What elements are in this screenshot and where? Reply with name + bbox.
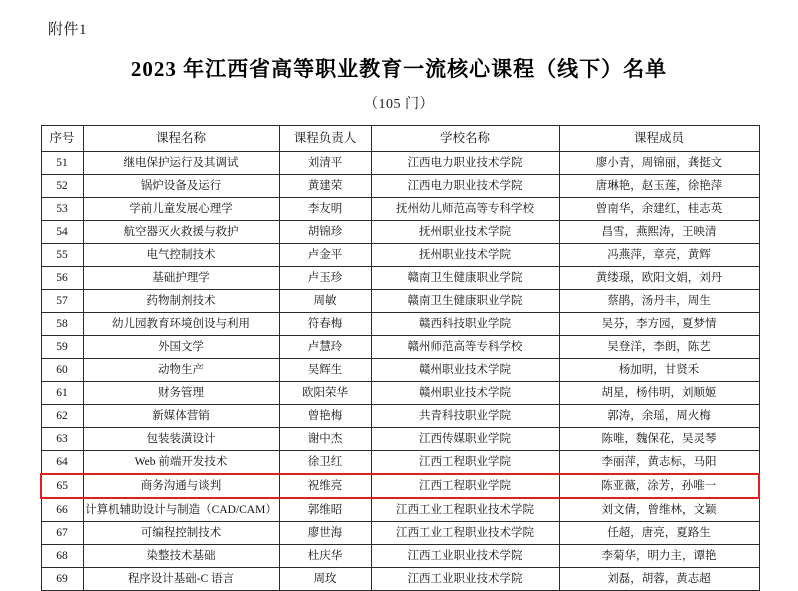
cell-index: 60 — [41, 359, 83, 382]
cell-members: 廖小青，周锦丽，龚挺文 — [559, 152, 759, 175]
cell-members: 吴登洋，李朗，陈艺 — [559, 336, 759, 359]
cell-leader: 卢金平 — [279, 244, 371, 267]
cell-school: 江西电力职业技术学院 — [371, 152, 559, 175]
cell-school: 抚州职业技术学院 — [371, 221, 559, 244]
table-row — [41, 545, 759, 568]
cell-leader: 廖世海 — [279, 522, 371, 545]
table-header-row — [41, 126, 759, 152]
cell-index: 52 — [41, 175, 83, 198]
cell-leader: 李友明 — [279, 198, 371, 221]
cell-school: 赣州职业技术学院 — [371, 359, 559, 382]
cell-leader: 徐卫红 — [279, 451, 371, 475]
cell-school: 赣南卫生健康职业学院 — [371, 290, 559, 313]
cell-members: 陈亚薇，涂芳，孙唯一 — [559, 474, 759, 498]
cell-index: 62 — [41, 405, 83, 428]
cell-leader: 祝维亮 — [279, 474, 371, 498]
cell-leader: 谢中杰 — [279, 428, 371, 451]
table-row — [41, 244, 759, 267]
cell-course: 药物制剂技术 — [83, 290, 279, 313]
cell-school: 赣州职业技术学院 — [371, 382, 559, 405]
cell-members: 杨加明，甘贤禾 — [559, 359, 759, 382]
cell-school: 赣西科技职业学院 — [371, 313, 559, 336]
cell-course: 电气控制技术 — [83, 244, 279, 267]
cell-index: 65 — [41, 474, 83, 498]
cell-leader: 周敏 — [279, 290, 371, 313]
course-list-table — [40, 125, 760, 591]
table-row — [41, 336, 759, 359]
cell-course: 财务管理 — [83, 382, 279, 405]
table-row — [41, 451, 759, 475]
cell-index: 69 — [41, 568, 83, 591]
cell-school: 抚州幼儿师范高等专科学校 — [371, 198, 559, 221]
cell-members: 李菊华，明力主，谭艳 — [559, 545, 759, 568]
cell-course: 航空器灭火救援与救护 — [83, 221, 279, 244]
cell-index: 56 — [41, 267, 83, 290]
cell-school: 江西传媒职业学院 — [371, 428, 559, 451]
table-row — [41, 405, 759, 428]
cell-index: 67 — [41, 522, 83, 545]
column-header-members: 课程成员 — [559, 126, 759, 152]
attachment-label: 附件1 — [48, 22, 88, 38]
cell-members: 冯燕萍，章亮，黄辉 — [559, 244, 759, 267]
table-row — [41, 313, 759, 336]
cell-leader: 符春梅 — [279, 313, 371, 336]
cell-course: 动物生产 — [83, 359, 279, 382]
column-header-school: 学校名称 — [371, 126, 559, 152]
cell-index: 51 — [41, 152, 83, 175]
cell-index: 59 — [41, 336, 83, 359]
cell-members: 任超，唐亮，夏路生 — [559, 522, 759, 545]
cell-school: 江西工程职业学院 — [371, 474, 559, 498]
cell-school: 江西工业工程职业技术学院 — [371, 522, 559, 545]
cell-course: 计算机辅助设计与制造（CAD/CAM） — [83, 498, 279, 522]
cell-course: 商务沟通与谈判 — [83, 474, 279, 498]
table-row — [41, 152, 759, 175]
cell-course: 锅炉设备及运行 — [83, 175, 279, 198]
cell-course: Web 前端开发技术 — [83, 451, 279, 475]
cell-course: 新媒体营销 — [83, 405, 279, 428]
cell-leader: 卢慧玲 — [279, 336, 371, 359]
table-row — [41, 221, 759, 244]
cell-course: 外国文学 — [83, 336, 279, 359]
cell-index: 63 — [41, 428, 83, 451]
cell-members: 吴芬，李方园，夏梦情 — [559, 313, 759, 336]
cell-course: 包装装潢设计 — [83, 428, 279, 451]
table-row — [41, 267, 759, 290]
table-row — [41, 428, 759, 451]
cell-school: 江西工业工程职业技术学院 — [371, 498, 559, 522]
cell-course: 继电保护运行及其调试 — [83, 152, 279, 175]
table-row — [41, 290, 759, 313]
cell-course: 基础护理学 — [83, 267, 279, 290]
cell-members: 刘磊，胡蓉，黄志超 — [559, 568, 759, 591]
cell-leader: 周玫 — [279, 568, 371, 591]
cell-index: 64 — [41, 451, 83, 475]
cell-members: 曾南华，余建红，桂志英 — [559, 198, 759, 221]
cell-index: 66 — [41, 498, 83, 522]
cell-members: 黄缕璟，欧阳文娟，刘丹 — [559, 267, 759, 290]
cell-index: 57 — [41, 290, 83, 313]
cell-school: 抚州职业技术学院 — [371, 244, 559, 267]
cell-members: 胡星，杨伟明，刘顺姬 — [559, 382, 759, 405]
cell-members: 唐琳艳，赵玉莲，徐艳萍 — [559, 175, 759, 198]
table-body — [41, 152, 759, 591]
column-header-course: 课程名称 — [83, 126, 279, 152]
cell-course: 染整技术基础 — [83, 545, 279, 568]
cell-school: 江西工业职业技术学院 — [371, 568, 559, 591]
cell-course: 幼儿园教育环境创设与利用 — [83, 313, 279, 336]
cell-members: 陈唯，魏保花，吴灵琴 — [559, 428, 759, 451]
table-header — [41, 126, 759, 152]
cell-leader: 吴辉生 — [279, 359, 371, 382]
cell-school: 赣州师范高等专科学校 — [371, 336, 559, 359]
cell-index: 68 — [41, 545, 83, 568]
table-row — [41, 498, 759, 522]
cell-members: 李丽萍，黄志标，马阳 — [559, 451, 759, 475]
cell-leader: 胡锦珍 — [279, 221, 371, 244]
table-row — [41, 382, 759, 405]
cell-members: 郭涛，余瑶，周火梅 — [559, 405, 759, 428]
table-row — [41, 175, 759, 198]
cell-index: 58 — [41, 313, 83, 336]
page-title: 2023 年江西省高等职业教育一流核心课程（线下）名单 — [130, 57, 668, 81]
cell-school: 江西电力职业技术学院 — [371, 175, 559, 198]
page-subtitle: （105 门） — [364, 97, 434, 112]
cell-school: 共青科技职业学院 — [371, 405, 559, 428]
cell-leader: 黄建荣 — [279, 175, 371, 198]
cell-course: 程序设计基础-C 语言 — [83, 568, 279, 591]
cell-leader: 杜庆华 — [279, 545, 371, 568]
cell-leader: 曾艳梅 — [279, 405, 371, 428]
table-row — [41, 359, 759, 382]
cell-school: 江西工程职业学院 — [371, 451, 559, 475]
cell-index: 55 — [41, 244, 83, 267]
cell-members: 刘文倩，曾维林，文颖 — [559, 498, 759, 522]
cell-leader: 欧阳荣华 — [279, 382, 371, 405]
table-row — [41, 522, 759, 545]
cell-leader: 卢玉珍 — [279, 267, 371, 290]
table-row — [41, 568, 759, 591]
cell-index: 54 — [41, 221, 83, 244]
column-header-index: 序号 — [41, 126, 83, 152]
cell-members: 昌雪，燕熙涛，王映清 — [559, 221, 759, 244]
cell-leader: 郭维昭 — [279, 498, 371, 522]
cell-school: 江西工业职业技术学院 — [371, 545, 559, 568]
cell-index: 61 — [41, 382, 83, 405]
cell-members: 蔡鹃，汤丹丰，周生 — [559, 290, 759, 313]
cell-index: 53 — [41, 198, 83, 221]
cell-course: 可编程控制技术 — [83, 522, 279, 545]
table-row-highlighted — [41, 474, 759, 498]
cell-course: 学前儿童发展心理学 — [83, 198, 279, 221]
cell-leader: 刘清平 — [279, 152, 371, 175]
column-header-leader: 课程负责人 — [279, 126, 371, 152]
table-row — [41, 198, 759, 221]
cell-school: 赣南卫生健康职业学院 — [371, 267, 559, 290]
